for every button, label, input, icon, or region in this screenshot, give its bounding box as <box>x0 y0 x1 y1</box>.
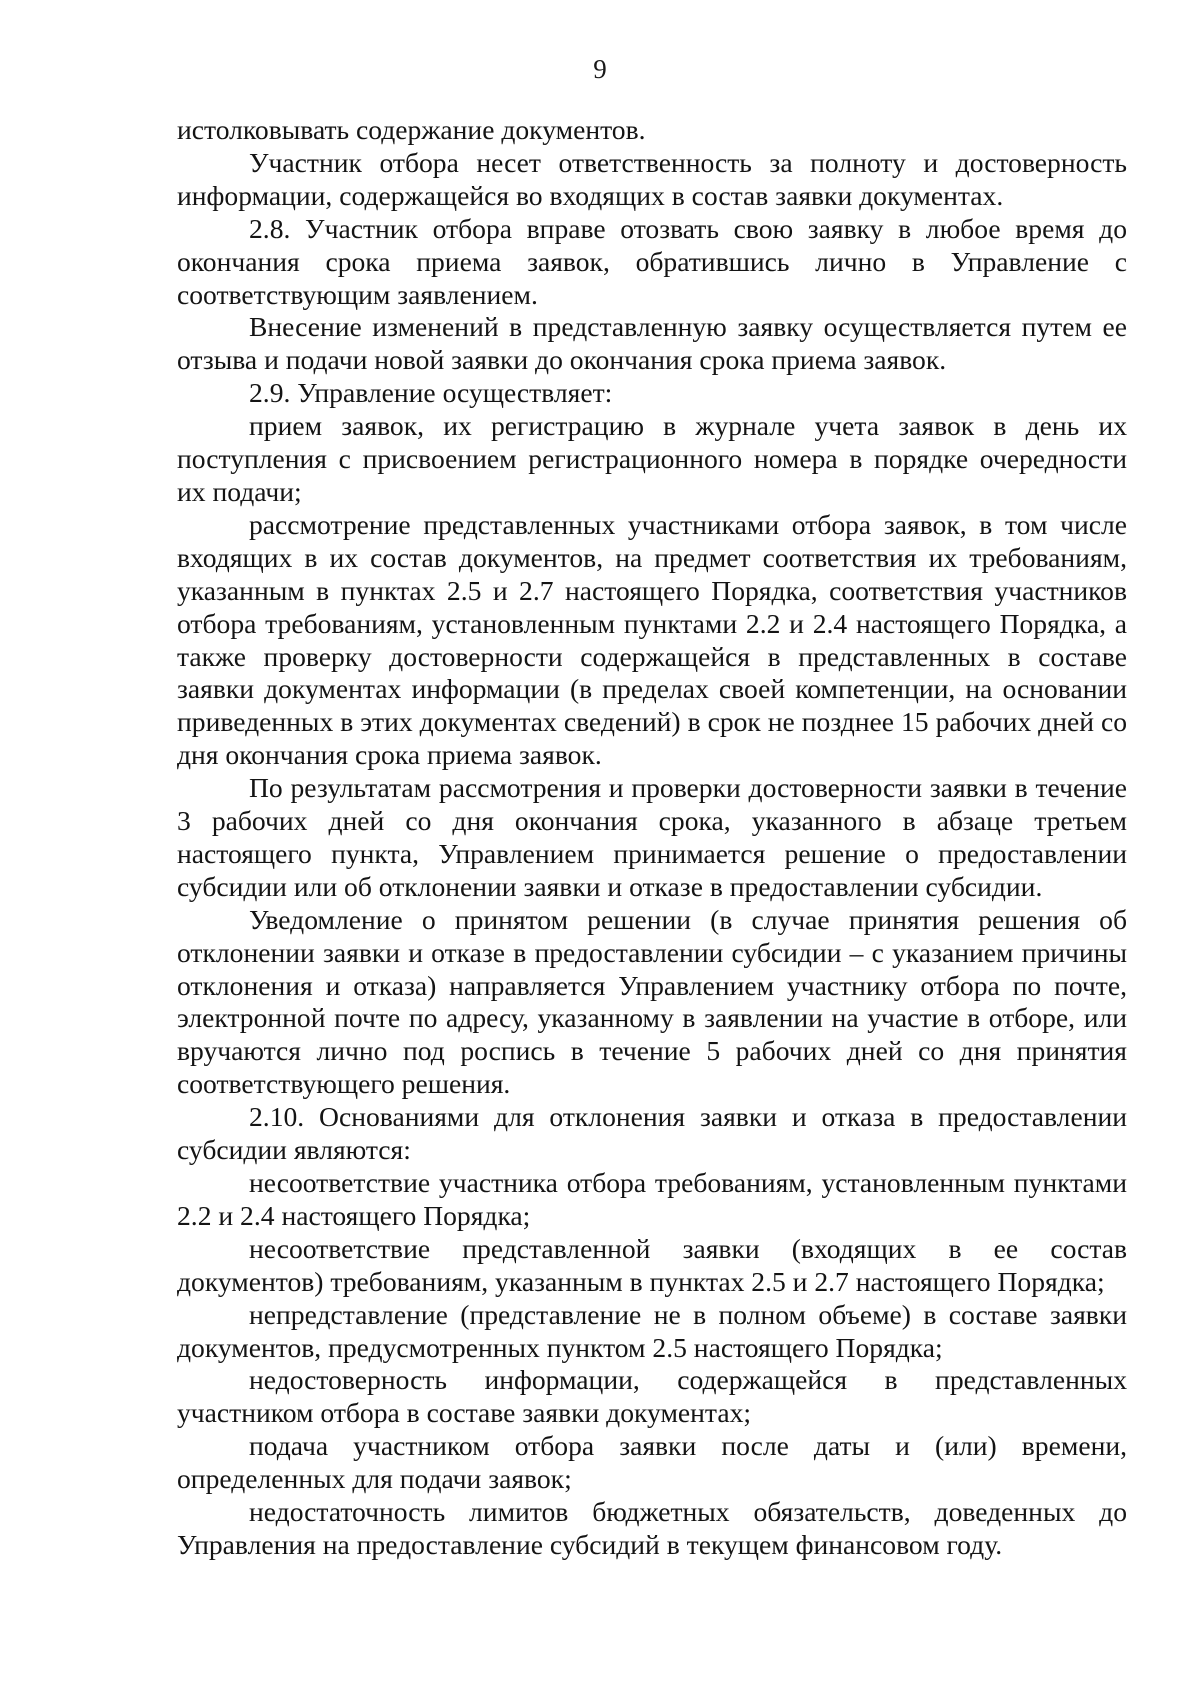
paragraph-review-decision: По результатам рассмотрения и проверки достоверности заявки в течение 3 рабочих дней со дня окончания срока, указанного в абзаце третьем настоящего пункта, Управлением принимается решение о предоставлении субсидии или об отклонении заявки и отказе в предоставлении субсидии. <box>177 772 1127 902</box>
paragraph-rejection-reason-4: недостоверность информации, содержащейся в представленных участником отбора в составе заявки документах; <box>177 1364 1127 1429</box>
paragraph-participant-responsibility: Участник отбора несет ответственность за полноту и достоверность информации, содержащейся во входящих в состав заявки документах. <box>177 146 1127 211</box>
paragraph-rejection-reason-3: непредставление (представление не в полном объеме) в составе заявки документов, предусмотренных пунктом 2.5 настоящего Порядка; <box>177 1298 1127 1363</box>
paragraph-application-changes: Внесение изменений в представленную заявку осуществляется путем ее отзыва и подачи новой заявки до окончания срока приема заявок. <box>177 311 1127 376</box>
page-number: 9 <box>593 54 607 84</box>
paragraph-continuation: истолковывать содержание документов. <box>177 114 646 145</box>
paragraph-decision-notice: Уведомление о принятом решении (в случае принятия решения об отклонении заявки и отказе в предоставлении субсидии – с указанием причины отклонения и отказа) направляется Управлением участнику отбора по почте, электронной почте по адресу, указанному в заявлении на участие в отборе, или вручаются лично под роспись в течение 5 рабочих дней со дня принятия соответствующего решения. <box>177 903 1127 1100</box>
paragraph-application-review: рассмотрение представленных участниками отбора заявок, в том числе входящих в их состав документов, на предмет соответствия их требованиям, указанным в пунктах 2.5 и 2.7 настоящего Порядка, соответствия участников отбора требованиям, установленным пунктами 2.2 и 2.4 настоящего Порядка, а также проверку достоверности содержащейся в представленных в составе заявки документах информации (в пределах своей компетенции, на основании приведенных в этих документах сведений) в срок не позднее 15 рабочих дней со дня окончания срока приема заявок. <box>177 508 1127 771</box>
paragraph-2-8: 2.8. Участник отбора вправе отозвать свою заявку в любое время до окончания срока приема заявок, обратившись лично в Управление с соответствующим заявлением. <box>177 212 1127 310</box>
document-body <box>177 114 1127 1562</box>
paragraph-rejection-reason-6: недостаточность лимитов бюджетных обязательств, доведенных до Управления на предоставление субсидий в текущем финансовом году. <box>177 1496 1127 1560</box>
paragraph-rejection-reason-5: подача участником отбора заявки после даты и (или) времени, определенных для подачи заявок; <box>177 1430 1127 1495</box>
paragraph-2-9: 2.9. Управление осуществляет: <box>249 377 613 409</box>
paragraph-rejection-reason-2: несоответствие представленной заявки (входящих в ее состав документов) требованиям, указанным в пунктах 2.5 и 2.7 настоящего Порядка; <box>177 1232 1127 1297</box>
paragraph-application-intake: прием заявок, их регистрацию в журнале учета заявок в день их поступления с присвоением регистрационного номера в порядке очередности их подачи; <box>177 410 1127 507</box>
paragraph-2-10: 2.10. Основаниями для отклонения заявки и отказа в предоставлении субсидии являются: <box>177 1101 1127 1166</box>
paragraph-rejection-reason-1: несоответствие участника отбора требованиям, установленным пунктами 2.2 и 2.4 настоящего Порядка; <box>177 1167 1127 1231</box>
